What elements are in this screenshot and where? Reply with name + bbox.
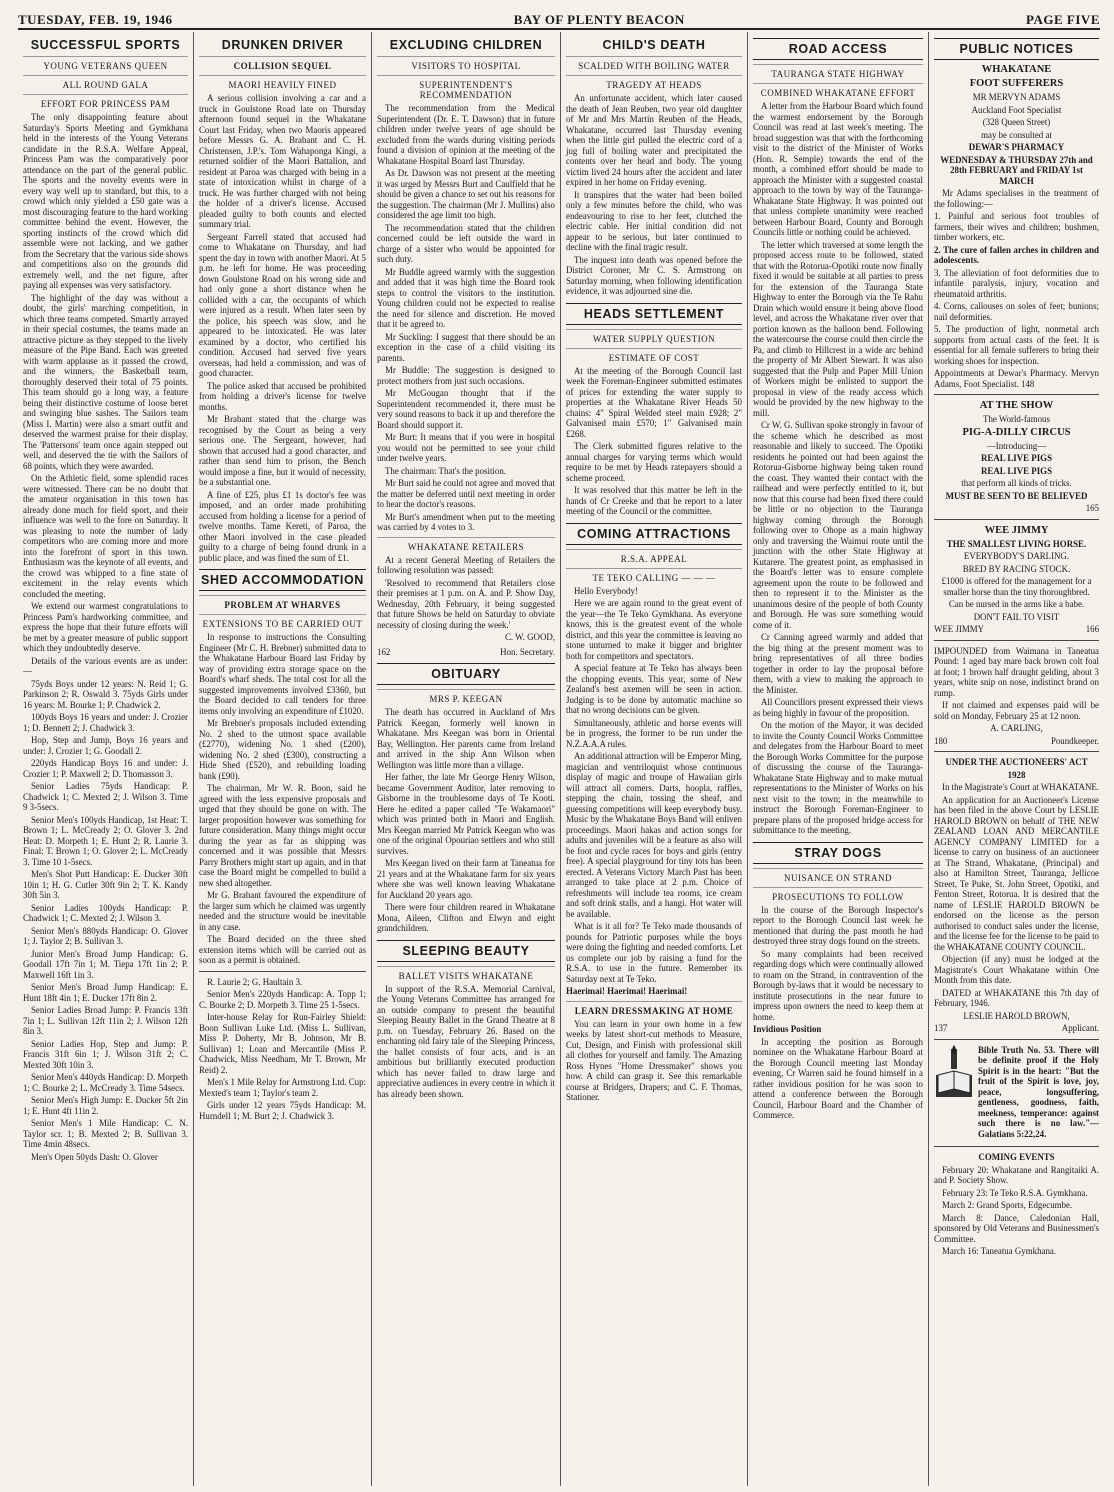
ad-number-row xyxy=(934,624,1099,635)
paragraph: At the meeting of the Borough Council last week the Foreman-Engineer submitted estimates of prices for extending the water supply to properties at the Whakatane River Heads 50 chains: 4" Spiral Welded steel main £928; 2" Galvanised main £570; 1" Galvanised main £268. xyxy=(566,365,742,439)
masthead-date: TUESDAY, FEB. 19, 1946 xyxy=(18,12,173,27)
ad-heading: COMING EVENTS xyxy=(978,1152,1055,1162)
subhead: TE TEKO CALLING — — — xyxy=(566,568,742,583)
ad-heading: UNDER THE AUCTIONEERS' ACT xyxy=(945,757,1088,767)
subhead: WHAKATANE RETAILERS xyxy=(377,537,555,552)
subhead: BALLET VISITS WHAKATANE xyxy=(377,966,555,981)
paragraph: Sergeant Farrell stated that accused had come to Whakatane on Thursday, and had spent the day in town with another Maori. At 5 p.m. he left for home. He was proceeding down Goulstone Road on his wrong side and had only gone a short distance when he collided with a car, the occupants of which were injured as a result. When later seen by the police, his speech was slow, and he appeared to be intoxicated. He was later examined by a doctor, who certified his condition. Accused had served five years overseas, had held a commission, and was of good character. xyxy=(199,231,366,378)
headline-successful-sports: SUCCESSFUL SPORTS xyxy=(30,38,181,52)
paragraph: Senior Men's 100yds Handicap, 1st Heat: T. Brown 1; L. McCready 2; O. Glover 3. 2nd Heat: D. Morpeth 1; E. Hunt 2; R. Laurie 3. Final: T. Brown 1; O. Glover 2; L. McCready 3. Time 10 1-5secs. xyxy=(23,814,188,867)
paragraph: 75yds Boys under 12 years: N. Reid 1; G. Parkinson 2; R. Oswald 3. 75yds Girls under 16 years: M. Bourke 1; P. Chadwick 2. xyxy=(23,678,188,710)
paragraph: A serious collision involving a car and a truck in Goulstone Road late on Thursday afternoon found sequel in the Whakatane Court last Friday, when two Maoris appeared before Messrs G. A. Brabant and C. H. Christensen, J.P.'s. Tom Wahaponga Kingi, a returned soldier of the Maori Battalion, and resident at Paroa was charged with being in a state of intoxication whilst in charge of a truck. He was further charged with not being the holder of a driver's license. Accused pleaded guilty to both counts and elected summary trial. xyxy=(199,93,366,229)
subhead: SCALDED WITH BOILING WATER xyxy=(566,56,742,71)
ad-heading: WHAKATANE xyxy=(981,64,1052,75)
paragraph: It transpires that the water had been boiled only a few minutes before the child, who was endeavouring to rise to her feet, clutched the electric cable. Her initial condition did not appear to be serious, but later continued to decline with the final tragic result. xyxy=(566,189,742,252)
signature-title: Hon. Secretary. xyxy=(500,646,555,657)
divider xyxy=(934,640,1099,641)
paragraph: Men's 1 Mile Relay for Armstrong Ltd. Cup: Mexted's team 1; Taylor's team 2. xyxy=(199,1077,366,1098)
subhead: WATER SUPPLY QUESTION xyxy=(566,329,742,344)
divider xyxy=(934,751,1099,752)
paragraph: In accepting the position as Borough nominee on the Whakatane Harbour Board at the Borough Council meeting last Monday evening, Cr Warren said he found himself in a rather invidious position for he was soon to attend a conference between the Borough Council, Harbour Board and the Chamber of Commerce. xyxy=(753,1036,923,1120)
ad-line: DEWAR'S PHARMACY xyxy=(968,142,1065,152)
ad-number: 137 xyxy=(934,1023,948,1033)
signature-title: Applicant. xyxy=(1061,1023,1099,1033)
list-item: March 16: Taneatua Gymkhana. xyxy=(942,1246,1057,1256)
ad-line: that perform all kinds of tricks. xyxy=(961,478,1072,488)
paragraph: The recommendation stated that the children concerned could be left outside the ward in charge of a sister who would be appointed for such duty. xyxy=(377,222,555,264)
subhead: R.S.A. APPEAL xyxy=(566,549,742,564)
paragraph: 'Resolved to recommend that Retailers close their premises at 1 p.m. on A. and P. Show Day, Wednesday, 20th February, it being suggested that future Shows be held on Saturday to obviate necessity of closing during the week.' xyxy=(377,577,555,630)
paragraph: DATED at WHAKATANE this 7th day of February, 1946. xyxy=(934,987,1099,1008)
paragraph: Hop, Step and Jump, Boys 16 years and under: J. Crozier 1; G. Goodall 2. xyxy=(23,735,188,756)
paragraph: Senior Men's 220yds Handicap: A. Topp 1; C. Bourke 2; D. Morpeth 3. Time 25 1-5secs. xyxy=(199,989,366,1010)
paragraph: The recommendation from the Medical Superintendent (Dr. E. T. Dawson) that in future children under twelve years of age should be excluded from the wards during visiting periods found a division of opinion at the meeting of the Whakatane Hospital Board last Thursday. xyxy=(377,103,555,166)
paragraph: Mr Brebner's proposals included extending No. 2 shed to the utmost space available (£2770), widening No. 1 shed (£200), widening No. 2 shed (£300), constructing a Hide Shed (£520), and rebuilding loading bank (£90). xyxy=(199,718,366,781)
paragraph: You can learn in your own home in a few weeks by latest short-cut methods to Measure, Cut, Design, and Finish with professional skill all clothes for yourself and family. The Amazing Ross Hynes "Home Dressmaker" shows you how. A child can grasp it. See this remarkable course at Bridgers, Drapers; and C. F. Thomas, Stationer. xyxy=(566,1018,742,1102)
paragraph: Mr Buddle agreed warmly with the suggestion and added that it was high time the Board took steps to control the visitors to the institution. Young children could not be expected to realise the need for silence and discretion. He moved that it be agreed to. xyxy=(377,266,555,329)
open-bible-icon xyxy=(934,1045,974,1103)
paragraph: In the course of the Borough Inspector's report to the Borough Council last week he mentioned that during the past month he had destroyed three stray dogs found on the streets. xyxy=(753,904,923,946)
bible-verse: Bible Truth No. 53. There will be definite proof if the Holy Spirit is in the heart: "But the fruit of the Spirit is love, joy, peace, longsuffering, gentleness, goodness, faith, meekness, temperance: against such there is no law."—Galatians 5:22,24. xyxy=(978,1044,1099,1139)
signature-row xyxy=(934,736,1099,747)
paragraph: Mr Burt: It means that if you were in hospital you would not be permitted to see your child under twelve years. xyxy=(377,432,555,463)
subhead: TRAGEDY AT HEADS xyxy=(566,75,742,90)
paragraph: At a recent General Meeting of Retailers the following resolution was passed: xyxy=(377,554,555,575)
column-4 xyxy=(561,32,748,1486)
headline-shed-accommodation: SHED ACCOMMODATION xyxy=(199,569,366,591)
headline-coming-attractions: COMING ATTRACTIONS xyxy=(566,523,742,545)
paragraph: The Clerk submitted figures relative to the annual charges for varying terms which would require to be met by Heads ratepayers should a scheme proceed. xyxy=(566,441,742,483)
paragraph: The highlight of the day was without a doubt, the girls' marching competition, in which three teams competed. Smartly arrayed in their special costumes, the teams made an attractive picture as they stepped to the lively measure of the Pipe Band. Each was greeted with warm applause as it passed the crowd, and the winners, the Basketball team, thoroughly deserved their total of 75 points. This team should go a long way, a feature being their distinctive costume of loose beret and swinging blue sashes. The Sailors team (Miss I. Martin) were also a smart outfit and deserved the warmest praise for their display. The 'Pattersons' team once again stepped out well, and deserved the tie with the Sailors of 68 points, which they were awarded. xyxy=(23,292,188,471)
ad-line: —Introducing— xyxy=(986,440,1047,451)
ad-number: 162 xyxy=(377,646,391,657)
ad-wee-jimmy xyxy=(934,525,1099,635)
headline-sleeping-beauty: SLEEPING BEAUTY xyxy=(377,940,555,962)
ad-heading: WEE JIMMY xyxy=(984,524,1049,536)
paragraph: Mr Suckling: I suggest that there should be an exception in the case of a child visiting its parents. xyxy=(377,331,555,363)
paragraph: Her father, the late Mr George Henry Wilson, became Government Auditor, later removing to Gisborne in the troublesome days of Te Kooti. Here he edited a paper called "Te Wakamaori" which was printed both in Maori and English. Mrs Keegan married Mr Patrick Keegan who was one of the original Opouriao settlers and who still survives. xyxy=(377,772,555,856)
subhead: COMBINED WHAKATANE EFFORT xyxy=(753,83,923,98)
headline-childs-death: CHILD'S DEATH xyxy=(602,38,706,52)
paragraph: Senior Ladies 75yds Handicap: P. Chadwick 1; C. Mexted 2; J. Wilson 3. Time 9 3-5secs. xyxy=(23,781,188,812)
ad-line: The World-famous xyxy=(983,414,1050,424)
ad-line: may be consulted at xyxy=(981,129,1052,140)
paragraph: Inter-house Relay for Run-Fairley Shield: Boon Sullivan Luke Ltd. (Miss L. Sullivan, Miss P. Doherty, Mr B. Johnson, Mr B. Sullivan) 1; Loan and Mercantile (Miss P. Chadwick, Miss Needham, Mr T. Brown, Mr Reid) 2. xyxy=(199,1012,366,1075)
paragraph: Girls under 12 years 75yds Handicap: M. Hurndell 1; M. Burt 2; J. Chadwick 3. xyxy=(199,1100,366,1121)
headline-excluding-children: EXCLUDING CHILDREN xyxy=(389,38,543,52)
headline-stray-dogs: STRAY DOGS xyxy=(753,842,923,864)
paragraph: R. Laurie 2; G. Haultain 3. xyxy=(207,976,303,987)
column-2 xyxy=(194,32,372,1486)
paragraph: Senior Men's 440yds Handicap: D. Morpeth 1; C. Bourke 2; L. McCready 3. Time 54secs. xyxy=(23,1072,188,1093)
subhead: SUPERINTENDENT'S RECOMMENDATION xyxy=(377,75,555,100)
list-item: 3. The alleviation of foot deformities due to infantile paralysis, injury, vocation and rheumatoid arthritis. xyxy=(934,267,1099,299)
subhead: NUISANCE ON STRAND xyxy=(753,868,923,883)
paragraph: Mr Brabant stated that the charge was recognised by the Court as being a very serious one. The Sergeant, however, had shown that accused had a good character, and rather than send him to prison, the Bench would impose a fine, but it would of necessity, be a substantial one. xyxy=(199,414,366,487)
masthead-page: PAGE FIVE xyxy=(1026,12,1100,27)
list-item: February 20: Whakatane and Rangitaiki A. and P. Society Show. xyxy=(934,1164,1099,1185)
paragraph: Cr Canning agreed warmly and added that the big thing at the present moment was to bring representatives of all three bodies together in order to lay the proposal before them, with a view to making the approach to the Minister. xyxy=(753,632,923,695)
paragraph: In response to instructions the Consulting Engineer (Mr C. H. Brebner) submitted data to the Whakatane Harbour Board last Friday by way of providing extra storage space on the Board's wharf sheds. The total cost for all the suggested improvements involved £3360, but the Board decided to call tenders for three items only involving an expenditure of £1020. xyxy=(199,632,366,716)
ad-line: DON'T FAIL TO VISIT xyxy=(973,611,1060,622)
paragraph: It was resolved that this matter be left in the hands of Cr Creeke and that he report to a later meeting of the Council or the committee. xyxy=(566,485,742,516)
masthead xyxy=(18,6,1100,30)
subhead: ESTIMATE OF COST xyxy=(566,348,742,363)
paragraph: A special feature at Te Teko has always been the chopping events. This year, some of New Zealand's best axemen will be seen in action. Judging is to be done by automatic machine so that no wrong decisions can be given. xyxy=(566,663,742,715)
paragraph: Mr Burt's amendment when put to the meeting was carried by 4 votes to 3. xyxy=(377,511,555,532)
ad-heading: AT THE SHOW xyxy=(979,400,1054,411)
paragraph: The only disappointing feature about Saturday's Sports Meeting and Gymkhana held in the interests of the Young Veterans candidate in the R.S.A. Welfare Appeal, Princess Pam was the comparatively poor attendance on the part of the general public. The sports and the novelty events were in every way well up to standard, but this, to a crowd which only yielded a £50 gate was a most discouraging feature to the hard working committee behind the event. However, the sporting instincts of the crowd which did assemble were not lacking, and we gather from the Secretary that the various side shows and competitions also on the grounds did extremely well, and the net figure, after paying all expenses was very satisfactory. xyxy=(23,112,188,290)
list-item: March 2: Grand Sports, Edgecumbe. xyxy=(942,1200,1073,1210)
divider xyxy=(199,971,366,972)
paragraph: IMPOUNDED from Waimana in Taneatua Pound: 1 aged bay mare back brown colt foal at foot; 1 brown half draught gelding, about 3 years, white snip on nose, indistinct brand on rump. xyxy=(934,645,1099,698)
column-5 xyxy=(748,32,929,1486)
headline-road-access: ROAD ACCESS xyxy=(753,38,923,60)
subhead: VISITORS TO HOSPITAL xyxy=(377,56,555,71)
subhead: EXTENSIONS TO BE CARRIED OUT xyxy=(199,614,366,629)
paragraph: Junior Men's Broad Jump Handicap: G. Goodall 17ft 7in 1; M. Tiepa 17ft 1in 2; P. Maxwell 16ft 1in 3. xyxy=(23,948,188,980)
headline-drunken-driver: DRUNKEN DRIVER xyxy=(221,38,344,52)
column-6 xyxy=(929,32,1104,1486)
ad-number-row xyxy=(934,503,1099,514)
ad-auctioneers-act xyxy=(934,757,1099,1034)
ad-impounded xyxy=(934,646,1099,747)
list-item: 1. Painful and serious foot troubles of farmers, their wives and children; bushmen, timber workers, etc. xyxy=(934,211,1099,242)
paragraph: The letter which traversed at some length the proposed access route to be followed, stated that with the Rotorua-Opotiki route now finally fixed it would be suitable at all parties to press for the extension of the Tauranga State Highway to enter the Borough via the Te Rahu Drain which would ensure it being above flood level, and across the Whakatane river over that portion known as the balloon bend. Following the watercourse the course could then circle the Pa, and climb to Hillcrest in a wide arc behind the property of Mr Albert Stewart. It was also suggested that the Pulp and Paper Mill Union of Workers might be enlisted to support the proposal in view of the ready access which would be provided by the new highway to the mill. xyxy=(753,239,923,418)
paragraph: Mr Adams specialises in the treatment of the following:— xyxy=(934,188,1099,209)
ad-line: REAL LIVE PIGS xyxy=(980,465,1053,476)
subhead: MRS P. KEEGAN xyxy=(377,689,555,704)
paragraph: An additional attraction will be Emperor Ming, magician and ventriloquist whose continuous display of magic and troupe of Hawaiian girls will attract all comers. Darts, hoopla, raffles, stepping the chain, tossing the sheaf, and guessing competitions will keep everybody busy. Music by the Whakatane Boys Band will enliven proceedings. Maori hakas and action songs for adults and juveniles will be a feature as also will be foot and cycle races for boys and girls (entry free). A special playground for tiny tots has been erected. A Veterans Victory March Past has been arranged to take place at 2 p.m. Choice of refreshments will include tea rooms, ice cream and soft drink stalls, and a hangi. Hot water will be available. xyxy=(566,751,742,919)
paragraph: Senior Men's High Jump: E. Ducker 5ft 2in 1; E. Hunt 4ft 11in 2. xyxy=(23,1095,188,1116)
list-item: 5. The production of light, nonmetal arch supports from actual casts of the feet. It is essential for all female sufferers to bring their working shoes for inspection. xyxy=(934,324,1099,366)
paragraph: Senior Men's 880yds Handicap: O. Glover 1; J. Taylor 2; B. Sullivan 3. xyxy=(23,925,188,946)
ad-foot-sufferers xyxy=(934,64,1099,389)
ad-number: 180 xyxy=(934,735,948,746)
paragraph: Cr W. G. Sullivan spoke strongly in favour of the scheme which he described as most reasonable and likely to succeed. The Opotiki residents he pointed out had been against the Rotorua-Gisborne highway being taken round the coast. They wanted their contact with the railhead and were perfectly entitled to it, but now that this course had been fixed there could be little or no objection to the Tauranga highway coming through the Borough following over to Ohope as a main highway only and traversing the Waimui route until the junction with the other State Highway at Kutarere. The greatest point, as emphasised in the Board's letter was to ensure complete agreement upon the route to be followed and then to represent it to the Minister as the unanimous desire of the people of both County and Borough. He was sure something would come of it. xyxy=(753,420,923,630)
signature: A. CARLING, xyxy=(990,723,1043,733)
headline-public-notices: PUBLIC NOTICES xyxy=(934,38,1099,60)
subhead-invidious-position: Invidious Position xyxy=(753,1024,822,1034)
subhead: ALL ROUND GALA xyxy=(23,75,188,90)
paragraph: We extend our warmest congratulations to Princess Pam's hardworking committee, and express the hope that their future efforts will be met by a greater measure of public support which they undoubtedly deserve. xyxy=(23,601,188,653)
paragraph: Details of the various events are as under:— xyxy=(23,655,188,676)
ad-line: PIG-A-DILLY CIRCUS xyxy=(962,426,1071,438)
divider xyxy=(934,394,1099,395)
paragraph: There were four children reared in Whakatane Mona, Aileen, Clifton and Elwyn and eight grandchildren. xyxy=(377,902,555,933)
ad-line: REAL LIVE PIGS xyxy=(980,453,1053,463)
paragraph: In support of the R.S.A. Memorial Carnival, the Young Veterans Committee has arranged for an outside company to present the beautiful Sleeping Beauty Ballet in the Grand Theatre at 8 p.m. on Tuesday, February 26. Based on the enchanting old fairy tale of the Sleeping Princess, the ballet consists of four acts, and is an ambitious but brilliantly executed production which has never failed to draw large and appreciative audiences in every centre in which it has already been shown. xyxy=(377,983,555,1099)
signature: LESLIE HAROLD BROWN, xyxy=(963,1010,1070,1021)
paragraph: Here we are again round to the great event of the year—the Te Teko Gymkhana. As everyone knows, this is the greatest event of the whole district, and this year the committee is leaving no stone unturned to make it bigger and brighter both for competitors and spectators. xyxy=(566,598,742,661)
subhead: TAURANGA STATE HIGHWAY xyxy=(753,64,923,79)
subhead: MAORI HEAVILY FINED xyxy=(199,75,366,90)
ad-number: 165 xyxy=(1085,503,1099,513)
paragraph: So many complaints had been received regarding dogs which were continually allowed to roam on the Strand, in contravention of the Borough by-laws that it would be necessary to institute prosecutions in the near future to impress upon owners the need to keep them at home. xyxy=(753,948,923,1022)
paragraph: Mr Buddle: The suggestion is designed to protect mothers from just such occasions. xyxy=(377,365,555,386)
paragraph: Hello Everybody! xyxy=(574,585,638,596)
bible-truth xyxy=(934,1045,1099,1142)
paragraph: The Board decided on the three shed extension items which will be carried out as soon as a permit is obtained. xyxy=(199,934,366,965)
paragraph: Senior Ladies Hop, Step and Jump: P. Francis 31ft 6in 1; J. Wilson 31ft 2; C. Mexted 30ft 10in 3. xyxy=(23,1038,188,1070)
signature-title: Poundkeeper. xyxy=(1050,735,1099,746)
ad-line: Can be nursed in the arms like a babe. xyxy=(948,599,1085,609)
paragraph: In the Magistrate's Court at WHAKATANE. xyxy=(942,782,1099,792)
signature-row xyxy=(934,1023,1099,1034)
paragraph: 100yds Boys 16 years and under: J. Crozier 1; D. Bennett 2; J. Chadwick 3. xyxy=(23,712,188,733)
paragraph: The chairman: That's the position. xyxy=(385,465,506,476)
subhead: COLLISION SEQUEL xyxy=(199,56,366,71)
paragraph: An application for an Auctioneer's License has been filed in the above Court by LESLIE HAROLD BROWN on behalf of THE NEW ZEALAND LOAN AND MERCANTILE AGENCY COMPANY LIMITED for a license to carry on business of an auctioneer at The Strand, Whakatane, (Principal) and also at Hamilton Street, Tauranga, Jellicoe Street, Te Puke, St. John Street, Opotiki, and Fenton Street, Rotorua. It is desired that the name of LESLIE HAROLD BROWN be endorsed on the license as the person authorised to conduct sales under the license, and the license fee for the license to be paid to the WHAKATANE COUNTY COUNCIL. xyxy=(934,794,1099,952)
paragraph: On the Athletic field, some splendid races were witnessed. There can be no doubt that the amateur organisation in this town has already done much for field sport, and their influence was well to the fore on Saturday. It was pleasing to note the number of lady competitors who are coming more and more into the forefront of sport in this town. Enthusiasm was the keynote of all events, and the crowd was whipped to a fine state of excitement in the relay events which concluded the meeting. xyxy=(23,473,188,599)
subhead: PROBLEM AT WHARVES xyxy=(199,595,366,610)
paragraph: If not claimed and expenses paid will be sold on Monday, February 25 at 12 noon. xyxy=(934,700,1099,721)
divider xyxy=(934,1146,1099,1147)
paragraph: The police asked that accused be prohibited from holding a driver's license for twelve months. xyxy=(199,380,366,412)
ad-line: EVERYBODY'S DARLING. xyxy=(963,551,1070,561)
signature xyxy=(377,632,555,643)
ad-line: Auckland Foot Specialist xyxy=(971,104,1062,115)
paragraph: On the motion of the Mayor, it was decided to invite the County Council Works Committee and delegates from the Harbour Board to meet the Borough Works Committee for the purpose of discussing the course of the Tauranga-Whakatane State Highway and to make mutual representations to the Minister of Works on his next visit to the town; in the meanwhile to instruct the Borough Foreman-Engineer to prepare plans of the proposed bridge access for submittance to the meeting. xyxy=(753,720,923,835)
coming-events xyxy=(934,1152,1099,1257)
paragraph: All Councillors present expressed their views as being highly in favour of the proposition. xyxy=(753,697,923,718)
subhead: YOUNG VETERANS QUEEN xyxy=(23,56,188,71)
paragraph: Men's Open 50yds Dash: O. Glover xyxy=(31,1151,158,1162)
signature-right: C. W. GOOD, xyxy=(504,632,555,642)
list-item: 4. Corns, callouses on soles of feet; bunions; nail deformities. xyxy=(934,301,1099,322)
ad-number: 166 xyxy=(1085,624,1099,634)
ad-line: (328 Queen Street) xyxy=(982,117,1051,127)
paragraph: A letter from the Harbour Board which found the warmest endorsement by the Borough Council was read at last week's meeting. The broad suggestion was that with the forthcoming visit to the district of the Minister of Works (Hon. R. Semple) towards the end of the month, a combined effort should be made to approach the Minister with a suggested coastal approach to the town by way of the Tauranga-Whakatane State Highway. It was pointed out that unless complete unanimity were reached between Harbour Board, County and Borough Councils little or nothing could be achieved. xyxy=(753,101,923,237)
paragraph: Mr Burt said he could not agree and moved that the matter be deferred until next meeting in order to hear the doctor's reasons. xyxy=(377,478,555,509)
columns xyxy=(18,32,1104,1486)
paragraph: Men's Shot Putt Handicap: E. Ducker 30ft 10in 1; H. G. Cutler 30ft 9in 2; T. K. Kandy 30ft 5in 3. xyxy=(23,869,188,900)
subhead: EFFORT FOR PRINCESS PAM xyxy=(23,94,188,109)
ad-heading: FOOT SUFFERERS xyxy=(969,78,1064,89)
subhead: PROSECUTIONS TO FOLLOW xyxy=(753,887,923,902)
paragraph: The chairman, Mr W. R. Boon, said he agreed with the less expensive proposals and urged that they should be gone on with. The larger proposition however was something for future consideration. Many things might occur during the year as far as shipping was concerned and it was possible that Messrs Parry Brothers might start up again, and in that case the Board might be compelled to build a new shed altogether. xyxy=(199,783,366,888)
headline-obituary: OBITUARY xyxy=(377,663,555,685)
ad-heading: 1928 xyxy=(1007,769,1026,780)
paragraph: Senior Men's 1 Mile Handicap: C. N. Taylor scr. 1; B. Mexted 2; B. Sullivan 3. Time 4min 48secs. xyxy=(23,1118,188,1149)
paragraph: As Dr. Dawson was not present at the meeting it was urged by Messrs Burt and Caulfield that he should be given a chance to set out his reasons for the suggestion. The chairman (Mr J. Mullins) also considered the age limit too high. xyxy=(377,168,555,220)
ad-line: THE SMALLEST LIVING HORSE. xyxy=(946,538,1087,549)
paragraph: Senior Ladies Broad Jump: P. Francis 13ft 7in 1; L. Sullivan 12ft 11in 2; J. Wilson 12ft 8in 3. xyxy=(23,1005,188,1036)
paragraph: Senior Ladies 100yds Handicap: P. Chadwick 1; C. Mexted 2; J. Wilson 3. xyxy=(23,902,188,923)
divider xyxy=(934,1039,1099,1040)
paragraph: What is it all for? Te Teko made thousands of pounds for Patriotic purposes while the boys were doing the fighting and needed comforts. Let us complete our job by raising a fund for the R.S.A. to use in the future. Remember its Saturday next at Te Teko. xyxy=(566,921,742,984)
paragraph: Simultaneously, athletic and horse events will be in progress, the former to be run under the N.Z.A.A.A rules. xyxy=(566,717,742,749)
paragraph: The death has occurred in Auckland of Mrs Patrick Keegan, formerly well known in Whakatane. Mrs Keegan was born in Oriental Bay, Wellington. Her parents came from Ireland and arrived in the ship Ann Wilson when Wellington was little more than a village. xyxy=(377,707,555,770)
paragraph: Objection (if any) must be lodged at the Magistrate's Court Whakatane within One Month from this date. xyxy=(934,954,1099,985)
ad-line: MUST BE SEEN TO BE BELIEVED xyxy=(945,490,1088,501)
column-1 xyxy=(18,32,194,1486)
ad-line: WEE JIMMY xyxy=(934,624,985,634)
masthead-title: BAY OF PLENTY BEACON xyxy=(513,12,685,27)
paragraph: Haerimai! Haerimai! Haerimai! xyxy=(566,986,688,996)
paragraph: 220yds Handicap Boys 16 and under: J. Crozier 1; P. Maxwell 2; D. Thomasson 3. xyxy=(23,758,188,779)
list-item: February 23: Te Teko R.S.A. Gymkhana. xyxy=(942,1187,1088,1198)
ad-pig-a-dilly-circus xyxy=(934,400,1099,514)
ad-line: MR MERVYN ADAMS xyxy=(972,92,1061,102)
ad-line: WEDNESDAY & THURSDAY 27th and 28th FEBRUARY and FRIDAY 1st MARCH xyxy=(940,154,1093,186)
paragraph: Mrs Keegan lived on their farm at Taneatua for 21 years and at the Whakatane farm for six years where she was well known leaving Whakatane for Auckland 20 years ago. xyxy=(377,858,555,900)
paragraph: Senior Men's Broad Jump Handicap: E. Hunt 18ft 4in 1; E. Ducker 17ft 8in 2. xyxy=(23,982,188,1003)
paragraph: Appointments at Dewar's Pharmacy. Mervyn Adams, Foot Specialist. 148 xyxy=(934,368,1099,389)
paragraph: Mr G. Brabant favoured the expenditure of the larger sum which he claimed was urgently needed and the structure would be inevitable in any case. xyxy=(199,890,366,932)
list-item: 2. The cure of fallen arches in children and adolescents. xyxy=(934,244,1099,265)
paragraph: An unfortunate accident, which later caused the death of Jean Reuben, two year old daughter of Mr and Mrs Martin Reuben of the Heads, Whakatane, occurred last Thursday evening when the little girl pulled the electric cord of a jug full of boiling water and precipitated the contents over her head and body. The young victim lived 24 hours after the accident and later expired in her home on Friday evening. xyxy=(566,93,742,187)
column-3 xyxy=(372,32,561,1486)
ad-line: BRED BY RACING STOCK. xyxy=(962,563,1071,574)
paragraph: The inquest into death was opened before the District Coroner, Mr C. S. Armstrong on Saturday morning, when following identification evidence, it was adjourned sine die. xyxy=(566,254,742,296)
signature xyxy=(377,647,555,658)
paragraph: Mr McGougan thought that if the Superintendent recommended it, there must be very sound reasons to back it up and therefore the Board should support it. xyxy=(377,388,555,430)
headline-heads-settlement: HEADS SETTLEMENT xyxy=(566,303,742,325)
ad-line: £1000 is offered for the management for a smaller horse than the tiny thoroughbred. xyxy=(941,576,1092,597)
list-item: March 8: Dance, Caledonian Hall, sponsored by Old Veterans and Businessmen's Committee. xyxy=(934,1212,1099,1244)
divider xyxy=(934,519,1099,520)
paragraph: A fine of £25, plus £1 1s doctor's fee was imposed, and an order made prohibiting accused from holding a license for a period of twelve months. Tame Kereti, of Paroa, the other Maori involved in the case pleaded guilty to a charge of being found drunk in a public place, and was fined the sum of £1. xyxy=(199,489,366,563)
headline-learn-dressmaking: LEARN DRESSMAKING AT HOME xyxy=(566,1001,742,1016)
